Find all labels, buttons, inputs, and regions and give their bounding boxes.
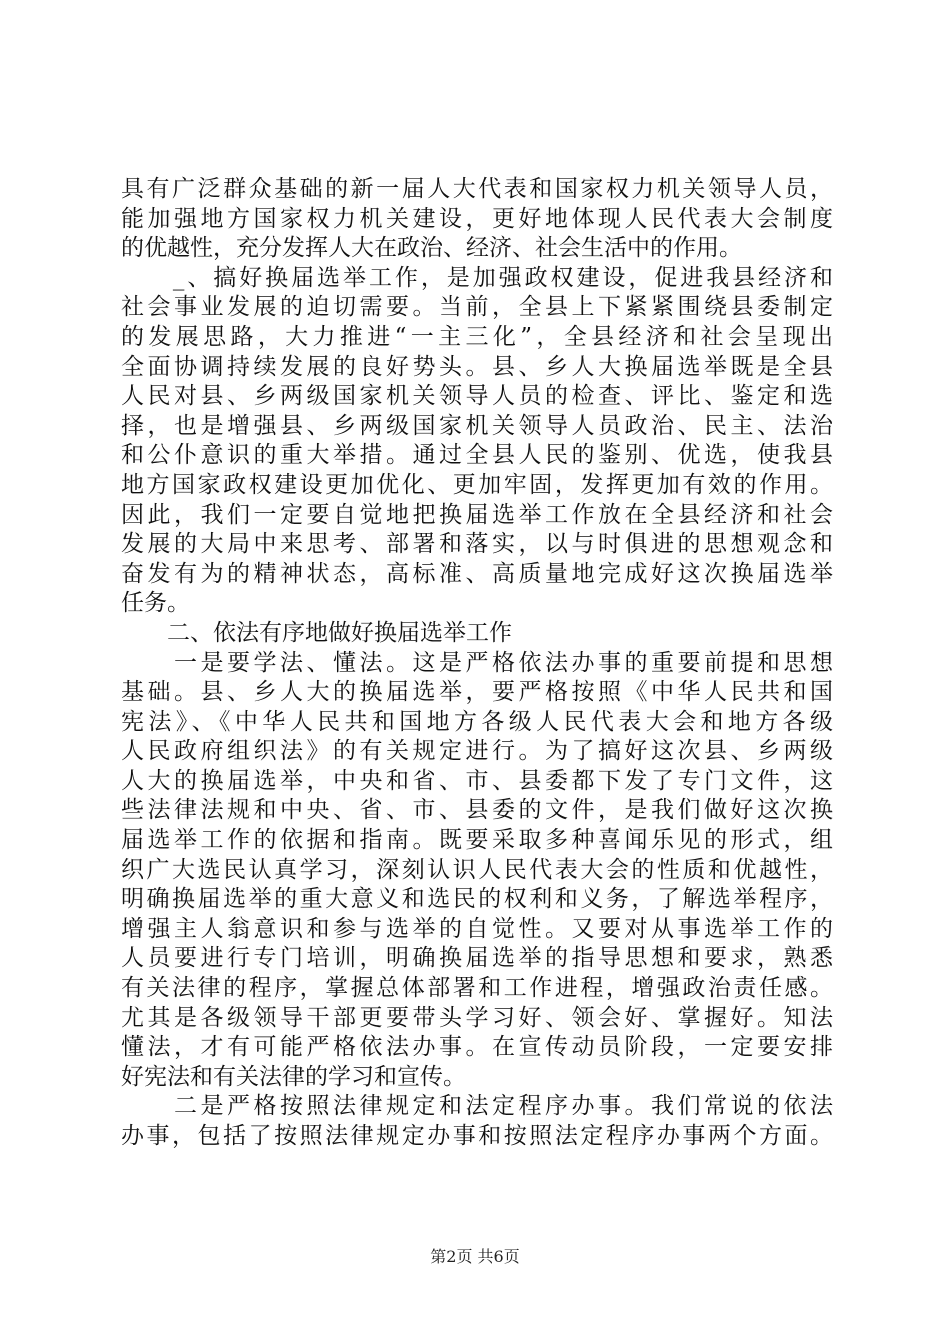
text-line: 发展的大局中来思考、部署和落实，以与时俱进的思想观念和 [121,531,833,558]
text-line: 办事，包括了按照法律规定办事和按照法定程序办事两个方面。 [121,1123,833,1149]
text-line: 任务。 [121,590,190,617]
text-line: 二、依法有序地做好换届选举工作 [121,619,512,646]
text-line: 的优越性，充分发挥人大在政治、经济、社会生活中的作用。 [121,235,742,262]
page-footer: 第2页 共6页 [430,1247,520,1266]
text-line: 织广大选民认真学习，深刻认识人民代表大会的性质和优越性， [121,856,833,883]
text-line: 人民政府组织法》的有关规定进行。为了搞好这次县、乡两级 [121,738,833,765]
text-line: 社会事业发展的迫切需要。当前，全县上下紧紧围绕县委制定 [121,294,833,321]
document-body [121,175,833,1152]
text-line: 的发展思路，大力推进“一主三化”，全县经济和社会呈现出 [121,323,833,350]
text-line: 届选举工作的依据和指南。既要采取多种喜闻乐见的形式，组 [121,827,833,854]
text-line: 二是严格按照法律规定和法定程序办事。我们常说的依法 [121,1093,833,1120]
text-line: 能加强地方国家权力机关建设，更好地体现人民代表大会制度 [121,205,833,232]
text-line: 择，也是增强县、乡两级国家机关领导人员政治、民主、法治 [121,412,833,439]
text-line: 好宪法和有关法律的学习和宣传。 [121,1063,466,1090]
text-line: 因此，我们一定要自觉地把换届选举工作放在全县经济和社会 [121,501,833,528]
text-line: 有关法律的程序，掌握总体部署和工作进程，增强政治责任感。 [121,975,833,1002]
text-line: 和公仆意识的重大举措。通过全县人民的鉴别、优选，使我县 [121,442,833,469]
text-line: 人民对县、乡两级国家机关领导人员的检查、评比、鉴定和选 [121,383,833,410]
text-line: 些法律法规和中央、省、市、县委的文件，是我们做好这次换 [121,797,833,824]
text-line: 全面协调持续发展的良好势头。县、乡人大换届选举既是全县 [121,353,833,380]
text-line: 增强主人翁意识和参与选举的自觉性。又要对从事选举工作的 [121,915,833,942]
text-line: 一是要学法、懂法。这是严格依法办事的重要前提和思想 [121,649,833,676]
text-line: 地方国家政权建设更加优化、更加牢固，发挥更加有效的作用。 [121,471,833,498]
text-line: 懂法，才有可能严格依法办事。在宣传动员阶段，一定要安排 [121,1034,833,1061]
text-line: 明确换届选举的重大意义和选民的权利和义务，了解选举程序， [121,886,833,913]
text-line: 尤其是各级领导干部更要带头学习好、领会好、掌握好。知法 [121,1004,833,1031]
text-line: 具有广泛群众基础的新一届人大代表和国家权力机关领导人员， [121,176,833,202]
text-line: 人大的换届选举，中央和省、市、县委都下发了专门文件，这 [121,767,833,794]
text-line: 人员要进行专门培训，明确换届选举的指导思想和要求，熟悉 [121,945,833,972]
text-line: 宪法》、《中华人民共和国地方各级人民代表大会和地方各级 [121,708,833,735]
text-line: 基础。县、乡人大的换届选举，要严格按照《中华人民共和国 [121,679,833,706]
text-line: _、搞好换届选举工作，是加强政权建设，促进我县经济和 [121,264,833,291]
text-line: 奋发有为的精神状态，高标准、高质量地完成好这次换届选举 [121,560,833,587]
